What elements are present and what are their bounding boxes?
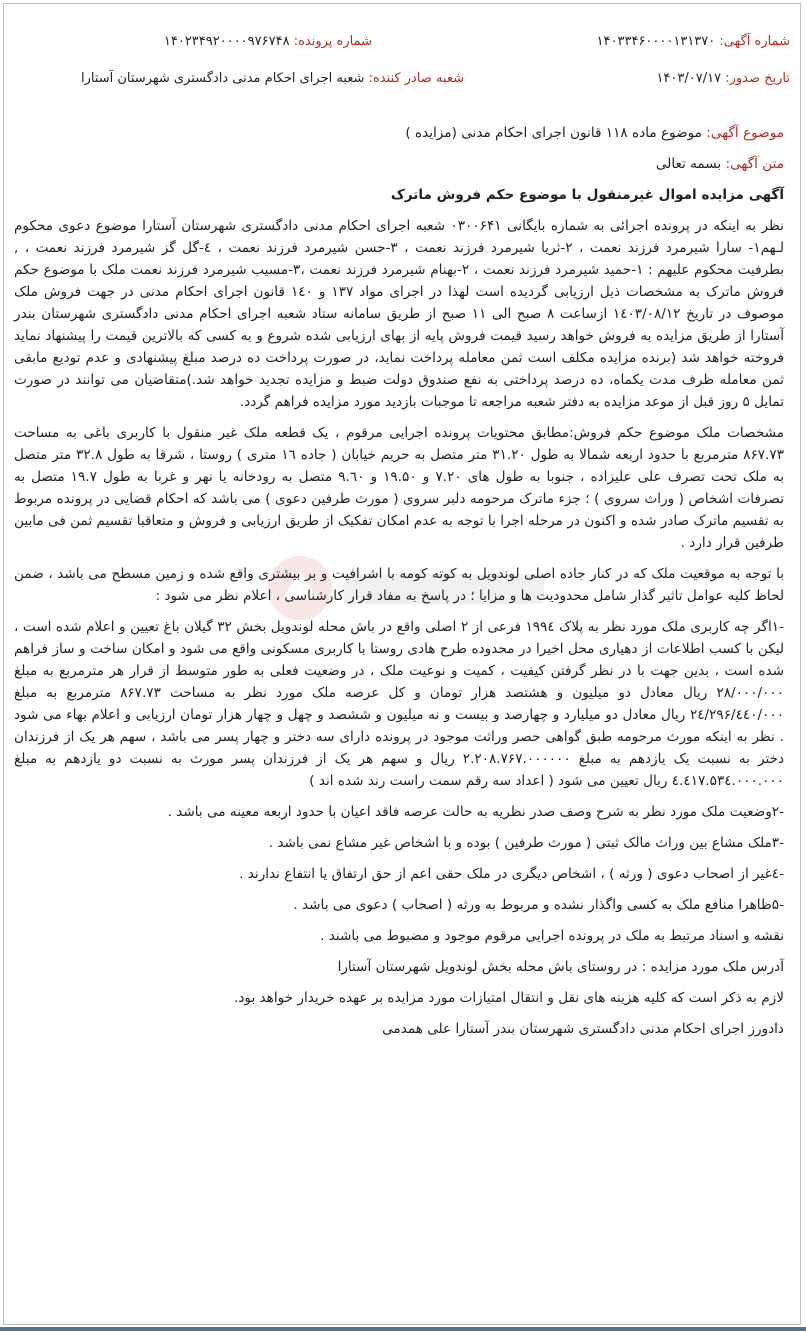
paragraph-address: آدرس ملک مورد مزایده : در روستای باش محله بخش لوندویل شهرستان آستارا (337, 959, 784, 975)
issue-date-row (656, 71, 790, 86)
paragraph-documents: نقشه و اسناد مرتبط به ملک در پرونده اجرایی مرقوم موجود و مضبوط می باشند . (320, 928, 784, 944)
case-number-label: شماره پرونده: (293, 34, 372, 49)
paragraph-costs: لازم به ذکر است که کلیه هزینه های نقل و انتقال امتیازات مورد مزایده بر عهده خریدار خواهد بود. (234, 990, 784, 1006)
issuer-value: شعبه اجرای احکام مدنی دادگستری شهرستان آستارا (80, 71, 365, 86)
notice-content (14, 122, 784, 1049)
paragraph-item-5: -۵ظاهرا منافع ملک به کسی واگذار نشده و مربوط به ورثه ( اصحاب ) دعوی می باشد . (293, 897, 784, 913)
paragraph-signature: دادورز اجرای احکام مدنی دادگستری شهرستان بندر آستارا علی همدمی (382, 1021, 784, 1037)
issue-date-label: تاریخ صدور: (725, 71, 790, 86)
case-number-row (164, 34, 372, 49)
paragraph-item-2: -۲وضعیت ملک مورد نظر به شرح وصف صدر نظریه به حالت عرصه فاقد اعیان با حدود اربعه معینه می باشد . (167, 804, 784, 820)
issuer-row (81, 71, 464, 86)
case-number-value: ۱۴۰۲۳۴۹۲۰۰۰۰۹۷۶۷۴۸ (163, 34, 290, 49)
issuer-label: شعبه صادر کننده: (368, 71, 464, 86)
bottom-bar (0, 1327, 806, 1331)
subject-row (14, 122, 784, 144)
paragraph-item-1: -۱اگر چه کاربری ملک مورد نظر به پلاک ۱۹۹٤ فرعی از ۲ اصلی واقع در باش محله لوندویل بخش ۳۲ گیلان باغ تعیین و اعلام شده است ، لیکن با کسب اطلاعات از دهیاری محل اخیرا در محدوده طرح هادی روستا با کاربری مسکونی واقع می شود و امکان ساخت و ساز فراهم شده است ، بدین جهت با در نظر گرفتن کیفیت ، کمیت و نوعیت ملک ، در وضعیت فعلی به طور متوسط از قرار هر مترمربع به مبلغ ۲۸/۰۰۰/۰۰۰ ریال معادل دو میلیون و هشتصد هزار تومان و کل عرصه ملک مورد نظر به مساحت ۸۶۷.۷۳ مترمربع به مبلغ ۲٤/۲۹۶/٤٤۰/۰۰۰ ریال معادل دو میلیارد و چهارصد و بیست و نه میلیون و ششصد و چهل و چهار هزار تومان ارزیابی و اعلام بهاء می شود . نظر به اینکه مورث مرحومه طبق گواهی حصر وراثت موجود در پرونده دارای سه دختر و چهار پسر می باشد ، سهم هر یک از فرزندان دختر به نسبت یک یازدهم به مبلغ ۲.۲۰۸.۷۶۷.۰۰۰۰۰۰ ریال و سهم هر یک از فرزندان پسر مورث به نسبت دو یازدهم به مبلغ ٤.٤۱۷.۵۳٤.۰۰۰.۰۰۰ ریال تعیین می شود ( اعداد سه رقم سمت راست رند شده اند ) (14, 619, 785, 789)
ad-number-row (597, 34, 790, 49)
body-header-value: بسمه تعالی (655, 156, 722, 172)
notice-title: آگهی مزایده اموال غیرمنقول با موضوع حکم فروش ماترک (390, 187, 784, 203)
paragraph-item-4: -٤غیر از اصحاب دعوی ( ورثه ) ، اشخاص دیگری در ملک حقی اعم از حق ارتفاق یا انتفاع ندارند . (239, 866, 784, 882)
ad-number-label: شماره آگهی: (719, 34, 790, 49)
paragraph-intro: نظر به اینکه در پرونده اجرائی به شماره بایگانی ۰۳۰۰۶۴۱ شعبه اجرای احکام مدنی دادگستری شهرستان آستارا موضوع دعوی محکوم لـهم۱- سارا شیرمرد فرزند نعمت ، ۲-ثریا شیرمرد فرزند نعمت ، ۳-حسن شیرمرد فرزند نعمت ، ٤-گل گز شیرمرد فرزند نعمت ، , بطرفیت محکوم علیهم : ۱-حمید شیرمرد فرزند نعمت ، ۲-بهنام شیرمرد فرزند نعمت ،۳-مسیب شیرمرد فرزند نعمت ملک با موضوع حکم فروش ماترک به مشخصات ذیل ارزیابی گردیده است لهذا در اجرای مواد ۱۳۷ و ۱٤۰ قانون اجرای احکام مدنی در جهت فروش ملک موصوف در تاریخ ۱٤۰۳/۰۸/۱۲ ازساعت ۸ صبح الی ۱۱ صبح از طریق سامانه ستاد شعبه اجرای احکام مدنی دادگستری شهرستان بندر آستارا از طریق مزایده به فروش خواهد رسید قیمت فروش پایه از بهای ارزیابی شده شروع و به کسی که بالاترین قیمت را پیشنهاد نماید فروخته خواهد شد (برنده مزایده مکلف است ثمن معامله پرداخت نماید، در صورت پرداخت ده درصد مبلغ پیشنهادی و عدم تودیع مابقی ثمن معامله ظرف مدت یکماه، ده درصد پرداختی به نفع صندوق دولت ضبط و مزایده تجدید خواهد شد.)متقاضیان می توانند در صورت تمایل ۵ روز قبل از موعد مزایده به دفتر شعبه مراجعه تا موجبات بازدید مورد مزایده فراهم گردد. (14, 218, 785, 410)
body-label: متن آگهی: (725, 156, 784, 172)
paragraph-item-3: -۳ملک مشاع بین وراث مالک ثبتی ( مورث طرفین ) بوده و با اشخاص غیر مشاع نمی باشد . (268, 835, 784, 851)
subject-value: موضوع ماده ۱۱۸ قانون اجرای احکام مدنی (مزایده ) (405, 125, 702, 141)
paragraph-property-specs: مشخصات ملک موضوع حکم فروش:مطابق محتویات پرونده اجرایی مرقوم ، یک قطعه ملک غیر منقول با کاربری باغی به مساحت ۸۶۷.۷۳ مترمربع با حدود اربعه شمالا به طول ۳۱.۲۰ متر متصل به حریم خیابان ( جاده ۱٦ متری ) روستا ، شرقا به طول ۳۲.۸ متر متصل به ملک تحت تصرف علی علیزاده ، جنوبا به طول های ۷.۲۰ و ۱۹.۵۰ و ۹.٦۰ متصل به رودخانه یا نهر و غربا به طول ۱۹.۷ متصل به تصرفات اشخاص ( وراث سروی ) ؛ جزء ماترک مرحومه دلبر سروی ( مورث طرفین دعوی ) می باشد که احکام قضایی در پرونده مربوط به تقسیم ماترک صادر شده و اکنون در مرحله اجرا با توجه به عدم امکان تفکیک از طریق ارزیابی و فروش و متعاقبا تقسیم ثمن فی مابین طرفین قرار دارد . (14, 425, 784, 551)
paragraph-location-note: با توجه به موقعیت ملک که در کنار جاده اصلی لوندویل به کوته کومه با اشرافیت و بر بیشتری واقع شده و زمین مسطح می باشد ، ضمن لحاظ کلیه عوامل تاثیر گذار شامل محدودیت ها و مزایا ؛ در پاسخ به مفاد قرار کارشناسی ، اعلام نظر می شود : (14, 566, 784, 604)
body-header-row (14, 153, 784, 175)
subject-label: موضوع آگهی: (706, 125, 784, 141)
ad-number-value: ۱۴۰۳۳۴۶۰۰۰۰۱۳۱۳۷۰ (596, 34, 716, 49)
issue-date-value: ۱۴۰۳/۰۷/۱۷ (656, 71, 722, 86)
